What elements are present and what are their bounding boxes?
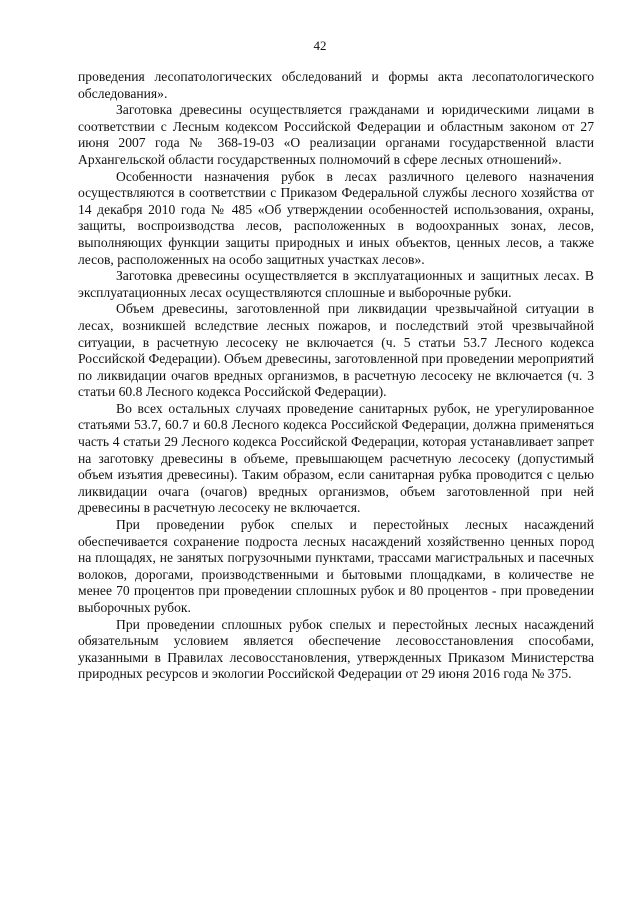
paragraph: При проведении рубок спелых и перестойных лесных насаждений обеспечивается сохранение подроста лесных насаждений хозяйственно ценных пород на площадях, не занятых погрузочными пунктами, трассами магистральных и пасечных волоков, дорогами, производственными и бытовыми площадками, в количестве не менее 70 процентов при проведении сплошных рубок и 80 процентов - при проведении выборочных рубок. <box>78 517 594 615</box>
page-number: 42 <box>313 38 327 53</box>
paragraph: Особенности назначения рубок в лесах различного целевого назначения осуществляются в соответствии с Приказом Федеральной службы лесного хозяйства от 14 декабря 2010 года № 485 «Об утверждении особенностей использования, охраны, защиты, воспроизводства лесов, расположенных в водоохранных зонах, лесов, выполняющих функции защиты природных и иных объектов, ценных лесов, а также лесов, расположенных на особо защитных участках лесов». <box>78 168 594 267</box>
paragraph: Заготовка древесины осуществляется в эксплуатационных и защитных лесах. В эксплуатационных лесах осуществляются сплошные и выборочные рубки. <box>78 268 594 300</box>
paragraph: Объем древесины, заготовленной при ликвидации чрезвычайной ситуации в лесах, возникшей вследствие лесных пожаров, и последствий этой чрезвычайной ситуации, в расчетную лесосеку не включается (ч. 5 статьи 53.7 Лесного кодекса Российской Федерации). Объем древесины, заготовленной при проведении мероприятий по ликвидации очагов вредных организмов, в расчетную лесосеку не включается (ч. 3 статьи 60.8 Лесного кодекса Российской Федерации). <box>78 301 594 400</box>
paragraph: проведения лесопатологических обследований и формы акта лесопатологического обследования». <box>78 69 594 101</box>
paragraph: Заготовка древесины осуществляется гражданами и юридическими лицами в соответствии с Лесным кодексом Российской Федерации и областным законом от 27 июня 2007 года № 368-19-03 «О реализации органами государственной власти Архангельской области государственных полномочий в сфере лесных отношений». <box>78 102 594 167</box>
paragraph: Во всех остальных случаях проведение санитарных рубок, не урегулированное статьями 53.7, 60.7 и 60.8 Лесного кодекса Российской Федерации, должна применяться часть 4 статьи 29 Лесного кодекса Российской Федерации, которая устанавливает запрет на заготовку древесины в объеме, превышающем расчетную лесосеку (допустимый объем изъятия древесины). Таким образом, если санитарная рубка проводится с целью ликвидации очага (очагов) вредных организмов, объем заготовленной при ней древесины в расчетную лесосеку не включается. <box>78 400 594 516</box>
document-body <box>78 69 594 683</box>
paragraph: При проведении сплошных рубок спелых и перестойных лесных насаждений обязательным условием является обеспечение лесовосстановления способами, указанными в Правилах лесовосстановления, утвержденных Приказом Министерства природных ресурсов и экологии Российской Федерации от 29 июня 2016 года № 375. <box>78 616 594 682</box>
